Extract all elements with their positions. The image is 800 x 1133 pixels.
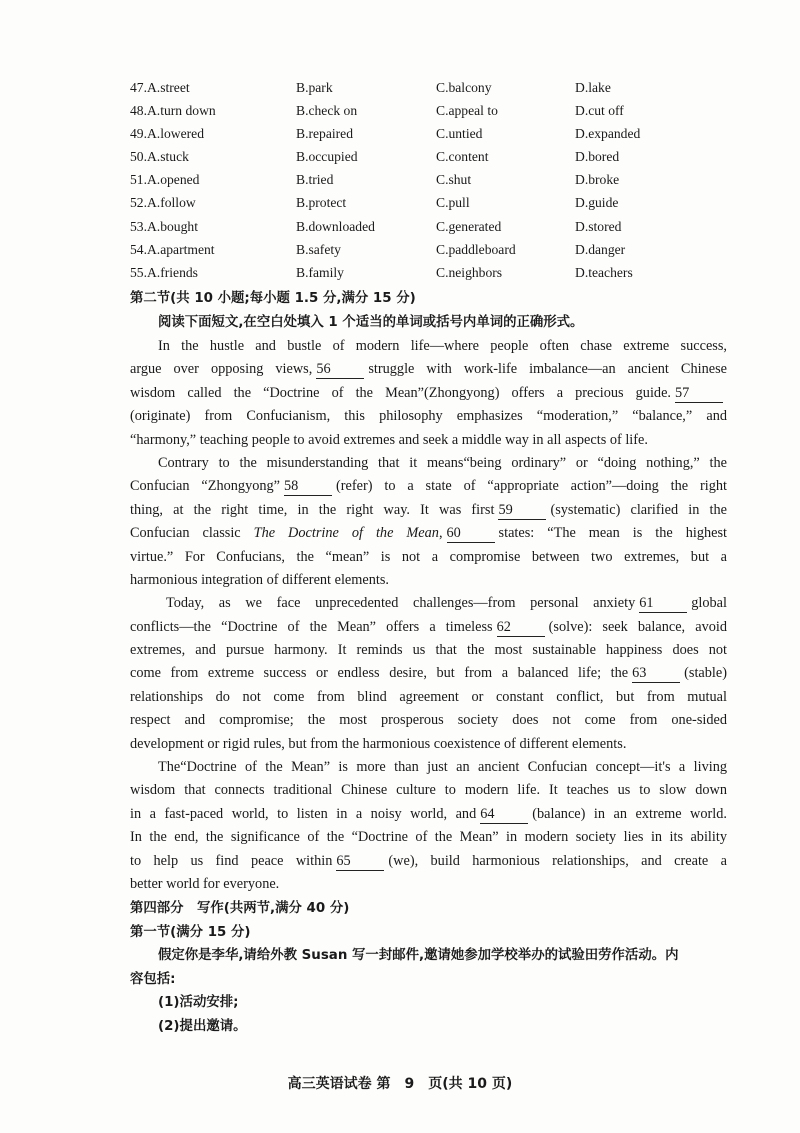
passage-line [130, 429, 727, 452]
option-row [130, 195, 750, 218]
passage-text: thing, at the right time, in the right way. It was first [130, 501, 495, 518]
option-row [130, 80, 750, 103]
answer-blank[interactable]: 61 [639, 595, 687, 613]
part4 [130, 897, 727, 1039]
passage-text: wisdom that connects traditional Chinese culture to modern life. It teaches us to slow down [130, 782, 727, 799]
passage-text: (solve): seek balance, avoid [548, 618, 727, 635]
passage-line [130, 569, 727, 592]
passage-text: (we), build harmonious relationships, and create a [388, 852, 727, 869]
option-choice: D.danger [575, 241, 626, 257]
passage-line [130, 803, 727, 826]
passage-line [130, 499, 727, 522]
option-choice: 54.A.apartment [130, 241, 215, 257]
passage-text: , [438, 525, 443, 542]
passage-text: In the hustle and bustle of modern life—where people often chase extreme success, [158, 338, 727, 354]
option-choice: 49.A.lowered [130, 126, 204, 142]
answer-blank[interactable]: 59 [498, 502, 546, 520]
passage-text: (refer) to a state of “appropriate action”—doing the right [336, 478, 727, 495]
prompt-line1: 假定你是李华,请给外教 Susan 写一封邮件,邀请她参加学校举办的试验田劳作活动。内 [158, 948, 679, 964]
passage-text: (stable) [684, 665, 727, 682]
passage-line [130, 662, 727, 685]
option-choice: D.guide [575, 195, 619, 211]
passage-line [130, 686, 727, 709]
option-choice: 50.A.stuck [130, 149, 189, 165]
option-choice: D.bored [575, 149, 620, 165]
passage-text: relationships do not come from blind agreement or constant conflict, but from mutual [130, 688, 727, 705]
passage-text: come from extreme success or endless desire, but from a balanced life; the [130, 665, 629, 682]
passage-text: (originate) from Confucianism, this philosophy emphasizes “moderation,” “balance,” and [130, 408, 727, 425]
answer-blank[interactable]: 62 [497, 619, 545, 637]
passage-line [130, 546, 727, 569]
answer-blank[interactable]: 65 [336, 853, 384, 871]
section2-header [130, 287, 727, 334]
option-choice: D.broke [575, 172, 620, 188]
option-choice: C.content [436, 149, 489, 165]
answer-blank[interactable]: 57 [675, 385, 723, 403]
options-table [130, 80, 750, 288]
option-row [130, 103, 750, 126]
option-row [130, 265, 750, 288]
passage-text: conflicts—the “Doctrine of the Mean” offers a timeless [130, 618, 493, 635]
option-choice: 53.A.bought [130, 218, 198, 234]
option-choice: C.paddleboard [436, 241, 516, 257]
passage-text: to help us find peace within [130, 852, 333, 869]
passage-line [130, 335, 727, 358]
option-choice: 51.A.opened [130, 172, 200, 188]
passage-text: (balance) in an extreme world. [532, 805, 727, 822]
passage-text: Confucian classic [130, 525, 254, 542]
option-choice: C.appeal to [436, 103, 498, 119]
passage-text: Today, as we face unprecedented challenges—from personal anxiety [166, 595, 636, 612]
option-choice: B.family [296, 264, 344, 280]
prompt-line2: 容包括: [130, 971, 176, 987]
passage-text: better world for everyone. [130, 875, 280, 892]
passage-text: argue over opposing views, [130, 361, 313, 378]
part4-section1: 第一节(满分 15 分) [130, 924, 251, 940]
passage-text: virtue.” For Confucians, the “mean” is not a compromise between two extremes, but a [130, 548, 727, 565]
prompt-item2: (2)提出邀请。 [158, 1018, 247, 1034]
passage-text: states: “The mean is the highest [498, 525, 727, 542]
option-choice: D.stored [575, 218, 622, 234]
option-row [130, 242, 750, 265]
part4-heading: 第四部分 写作(共两节,满分 40 分) [130, 901, 350, 916]
passage-line [130, 850, 727, 873]
passage-text: global [691, 595, 727, 612]
answer-blank[interactable]: 58 [284, 478, 332, 496]
passage-text: extremes, and pursue harmony. It reminds us that the most sustainable happiness does not [130, 642, 727, 659]
prompt-item1: (1)活动安排; [158, 995, 239, 1011]
passage-text: The“Doctrine of the Mean” is more than just an ancient Confucian concept—it's a living [158, 759, 727, 776]
answer-blank[interactable]: 64 [480, 806, 528, 824]
passage [130, 335, 727, 896]
option-choice: B.tried [296, 172, 334, 188]
passage-line [130, 733, 727, 756]
passage-line [130, 756, 727, 779]
passage-line [130, 358, 727, 381]
option-row [130, 126, 750, 149]
passage-text: harmonious integration of different elements. [130, 571, 389, 588]
option-choice: C.pull [436, 195, 470, 211]
passage-line [130, 779, 727, 802]
passage-line [130, 522, 727, 545]
option-choice: D.cut off [575, 103, 624, 119]
option-choice: D.teachers [575, 264, 633, 280]
option-choice: B.downloaded [296, 218, 375, 234]
passage-line [130, 475, 727, 498]
option-choice: C.untied [436, 126, 483, 142]
passage-text: respect and compromise; the most prosperous society does not come from one-sided [130, 712, 727, 729]
passage-line [130, 382, 727, 405]
option-choice: B.safety [296, 241, 341, 257]
passage-text: In the end, the significance of the “Doctrine of the Mean” in modern society lies in its ability [130, 829, 727, 846]
section2-heading: 第二节(共 10 小题;每小题 1.5 分,满分 15 分) [130, 291, 416, 306]
passage-line [130, 639, 727, 662]
passage-line [130, 592, 727, 615]
option-choice: 47.A.street [130, 80, 190, 95]
option-choice: B.park [296, 80, 333, 95]
passage-line [130, 873, 727, 896]
option-choice: B.protect [296, 195, 347, 211]
option-row [130, 149, 750, 172]
answer-blank[interactable]: 60 [447, 525, 495, 543]
option-choice: 55.A.friends [130, 264, 198, 280]
passage-text: wisdom called the “Doctrine of the Mean”(Zhongyong) offers a precious guide. [130, 384, 671, 401]
option-choice: D.lake [575, 80, 611, 95]
passage-text: (systematic) clarified in the [550, 501, 727, 518]
passage-text: struggle with work-life imbalance—an ancient Chinese [368, 361, 727, 378]
option-choice: C.shut [436, 172, 472, 188]
passage-text: in a fast-paced world, to listen in a noisy world, and [130, 805, 477, 822]
option-row [130, 219, 750, 242]
answer-blank[interactable]: 56 [316, 361, 364, 379]
option-choice: 52.A.follow [130, 195, 196, 211]
option-choice: 48.A.turn down [130, 103, 216, 119]
option-choice: C.balcony [436, 80, 492, 95]
option-choice: C.neighbors [436, 264, 503, 280]
passage-line [130, 709, 727, 732]
passage-text: The Doctrine of the Mean [253, 525, 439, 542]
section2-instruction: 阅读下面短文,在空白处填入 1 个适当的单词或括号内单词的正确形式。 [158, 314, 584, 330]
passage-text: development or rigid rules, but from the harmonious coexistence of different elements. [130, 735, 627, 752]
passage-line [130, 826, 727, 849]
option-row [130, 172, 750, 195]
passage-line [130, 616, 727, 639]
answer-blank[interactable]: 63 [632, 665, 680, 683]
page-footer: 高三英语试卷 第 9 页(共 10 页) [287, 1076, 513, 1092]
passage-line [130, 452, 727, 475]
option-choice: B.occupied [296, 149, 358, 165]
option-choice: C.generated [436, 218, 502, 234]
passage-text: “harmony,” teaching people to avoid extremes and seek a middle way in all aspects of life. [130, 431, 648, 448]
passage-line [130, 405, 727, 428]
passage-text: Contrary to the misunderstanding that it means“being ordinary” or “doing nothing,” the [158, 454, 727, 471]
passage-text: Confucian “Zhongyong” [130, 478, 281, 495]
option-choice: D.expanded [575, 126, 641, 142]
option-choice: B.check on [296, 103, 358, 119]
option-choice: B.repaired [296, 126, 353, 142]
